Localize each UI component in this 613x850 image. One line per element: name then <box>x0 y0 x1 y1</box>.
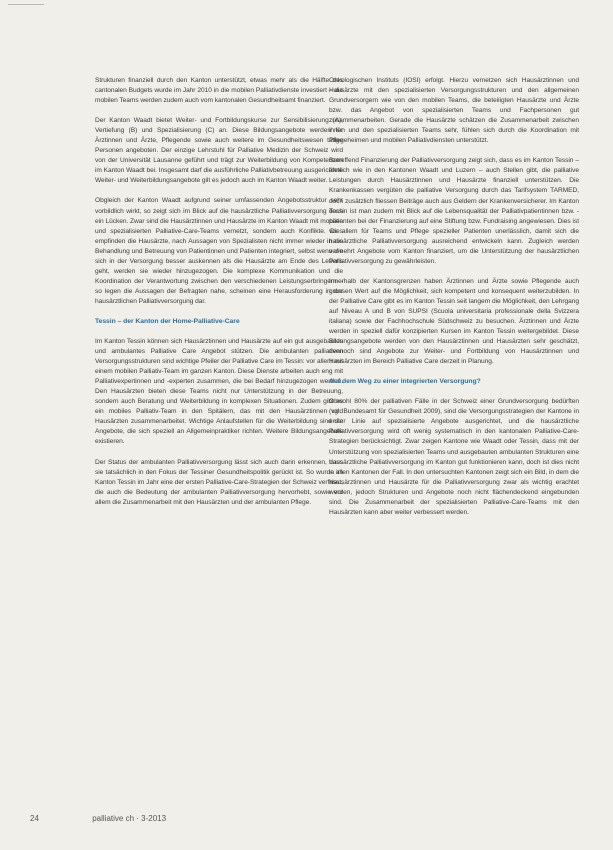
section-heading: Auf dem Weg zu einer integrierten Versorgung? <box>329 378 481 386</box>
paragraph: Obwohl 80% der palliativen Fälle in der Schweiz einer Grundversorgung bedürften (vgl. Bundesamt für Gesundheit 2009), sind die Versorgungsstrategien der Kantone in erster Linie auf spezialisierte Angebote ausgerichtet, und die hausärztliche Palliativversorgung wird oft wenig systematisch in den kantonalen Palliative-Care-Strategien berücksichtigt. Zwar zeigen Kantone wie Waadt oder Tessin, dass mit der Unterstützung von spezialisierten Teams und ausgebauten ambulanten Strukturen eine hausärztliche Palliativversorgung im Kanton gut funktionieren kann, doch ist dies nicht in allen Kantonen der Fall. In den untersuchten Kantonen zeigt sich ein Bild, in dem die Hausärztinnen und Hausärzte für die Palliativversorgung zwar als wichtig erachtet werden, jedoch Strukturen und Angebote noch nicht flächendeckend eingebunden sind. Die Zusammenarbeit der spezialisierten Palliative-Care-Teams mit den Hausärzten kann aber weiter verbessert werden. <box>329 398 579 516</box>
paragraph: Betreffend Finanzierung der Palliativversorgung zeigt sich, dass es im Kanton Tessin – ähnlich wie in den Kantonen Waadt und Luzern – auch Stellen gibt, die palliative Leistungen durch Hausärztinnen und Hausärzte finanziell unterstützen. Die Krankenkassen vergüten die palliative Versorgung durch das Tarifsystem TARMED, doch zusätzlich fliessen Beiträge auch aus Geldern der Krankenversicherer. Im Kanton Tessin ist man zudem mit Blick auf die Lebensqualität der Palliativpatientinnen bzw. -patienten bei der Finanzierung auf eine Stiftung bzw. Fundraising angewiesen. Dies ist vor allem für Teams und Pflege spezieller Patienten unerlässlich, damit sich die hausärztliche Palliativversorgung ausreichend entwickeln kann. Zugleich werden vermehrt Angebote vom Kanton finanziert, um die Unterstützung der hausärztlichen Palliativversorgung zu gewährleisten. <box>329 157 579 265</box>
section-heading: Tessin – der Kanton der Home-Palliative-Care <box>95 317 240 325</box>
paragraph: Onkologischen Instituts (IOSI) erfolgt. Hierzu vernetzen sich Hausärztinnen und Hausärzte mit den spezialisierten Versorgungsstrukturen und den allgemeinen Grundversorgern wie von den mobilen Teams, die beteiligten Hausärzte und Ärzte bzw. das Angebot von spezialisierten Teams und Fachpersonen gut zusammenarbeiten. Gerade die Hausärzte schätzen die Zusammenarbeit zwischen ihnen und den spezialisierten Teams sehr, fühlen sich durch die Koordination mit Pflegeheimen und mobilen Palliativdiensten unterstützt. <box>329 77 579 145</box>
left-column <box>95 76 343 518</box>
paragraph: Der Status der ambulanten Palliativversorgung lässt sich auch darin erkennen, dass sie tatsächlich in den Fokus der Tessiner Gesundheitspolitik gerückt ist. So wurde im Kanton Tessin im Jahr eine der ersten Palliative-Care-Strategien der Schweiz verfasst, die auch die Bedeutung der ambulanten Palliativversorgung hervorhebt, sowie vor allem die Zusammenarbeit mit den Hausärzten und der ambulanten Pflege. <box>95 458 343 506</box>
page-footer <box>30 814 166 823</box>
header-rule <box>8 4 44 5</box>
page-number: 24 <box>30 814 39 823</box>
paragraph: Innerhalb der Kantonsgrenzen haben Ärztinnen und Ärzte sowie Pflegende auch grossen Wert auf die Möglichkeit, sich kompetent und konsequent weiterzubilden. In der Palliative Care gibt es im Kanton Tessin seit langem die Möglichkeit, den Lehrgang auf Niveau A und B von SUPSI (Scuola universitaria professionale della Svizzera italiana) sowie der Fachhochschule Südschweiz zu besuchen. Ärztinnen und Ärzte werden in speziell dafür konzipierten Kursen im Kanton Tessin weitergebildet. Diese Bildungsangebote werden von den Hausärztinnen und Hausärzten sehr geschätzt, dennoch sind Angebote zur Weiter- und Fortbildung von Hausärztinnen und Hausärzten im Bereich Palliative Care derzeit in Planung. <box>329 277 579 366</box>
paragraph: Der Kanton Waadt bietet Weiter- und Fortbildungskurse zur Sensibilisierung (A), Vertiefung (B) und Spezialisierung (C) an. Diese Bildungsangebote werden für Ärztinnen und Ärzte, Pflegende sowie auch weitere im Gesundheitswesen tätige Personen angeboten. Der einzige Lehrstuhl für Palliative Medizin der Schweiz wird von der Universität Lausanne geführt und trägt zur Weiterbildung von Kompetenzen im Kanton Waadt bei. Insgesamt darf die ausführliche Palliativbetreuung ausgerichtete Weiter- und Weiterbildungsangebote gilt es jedoch auch im Kanton Waadt weiter. <box>95 117 343 185</box>
paragraph: Im Kanton Tessin können sich Hausärztinnen und Hausärzte auf ein gut ausgebautes und ambulantes Palliative Care Angebot stützen. Die ambulanten palliativen Versorgungsstrukturen sind wichtige Pfeiler der Palliative Care im Tessin: vor allem mit einem mobilen Palliativ-Team im ganzen Kanton. Diese Dienste arbeiten auch eng mit Palliativexpertinnen und -experten zusammen, die bei Bedarf hinzugezogen werden. Den Hausärzten bieten diese Teams nicht nur Unterstützung in der Betreuung, sondern auch Beratung und Weiterbildung in komplexen Situationen. Zudem gibt es ein mobiles Palliativ-Team in den Spitälern, das mit den Hausärztinnen und Hausärzten zusammenarbeitet. Wichtige Anlaufstellen für die Weiterbildung sind die Angebote, die sich speziell an Allgemeinpraktiker richten. Weitere Bildungsangebote existieren. <box>95 337 343 446</box>
right-column <box>329 76 579 528</box>
journal-name: palliative ch · 3-2013 <box>92 814 167 823</box>
paragraph: Strukturen finanziell durch den Kanton unterstützt, etwas mehr als die Hälfte des cantonalen Budgets wurde im Jahr 2010 in die mobilen Palliativdienste investiert – die mobilen Teams werden zudem auch vom kantonalen Gesundheitsamt finanziert. <box>95 77 343 105</box>
paragraph: Obgleich der Kanton Waadt aufgrund seiner umfassenden Angebotsstruktur sehr vorbildlich wirkt, so zeigt sich im Blick auf die hausärztliche Palliativversorgung doch ein Lücken. Zwar sind die Hausärztinnen und Hausärzte im Kanton Waadt mit mobilen und spezialisierten Palliative-Care-Teams vernetzt, sondern auch Konflikte. Dies empfinden die Hausärzte, nach Aussagen von Spezialisten nicht immer wieder in die Behandlung und Betreuung von Patientinnen und Patienten integriert, selbst wenn die sich in der Versorgung besser auskennen als die Hausärzte am Ende des Lebens geht, werden sie wieder hinzugezogen. Die komplexe Kommunikation und die Koordination der Verantwortung zwischen den verschiedenen Leistungserbringern – so legen die Aussagen der Befragten nahe, scheinen eine Herausforderung in der hausärztlichen Palliativversorgung dar. <box>95 197 343 305</box>
